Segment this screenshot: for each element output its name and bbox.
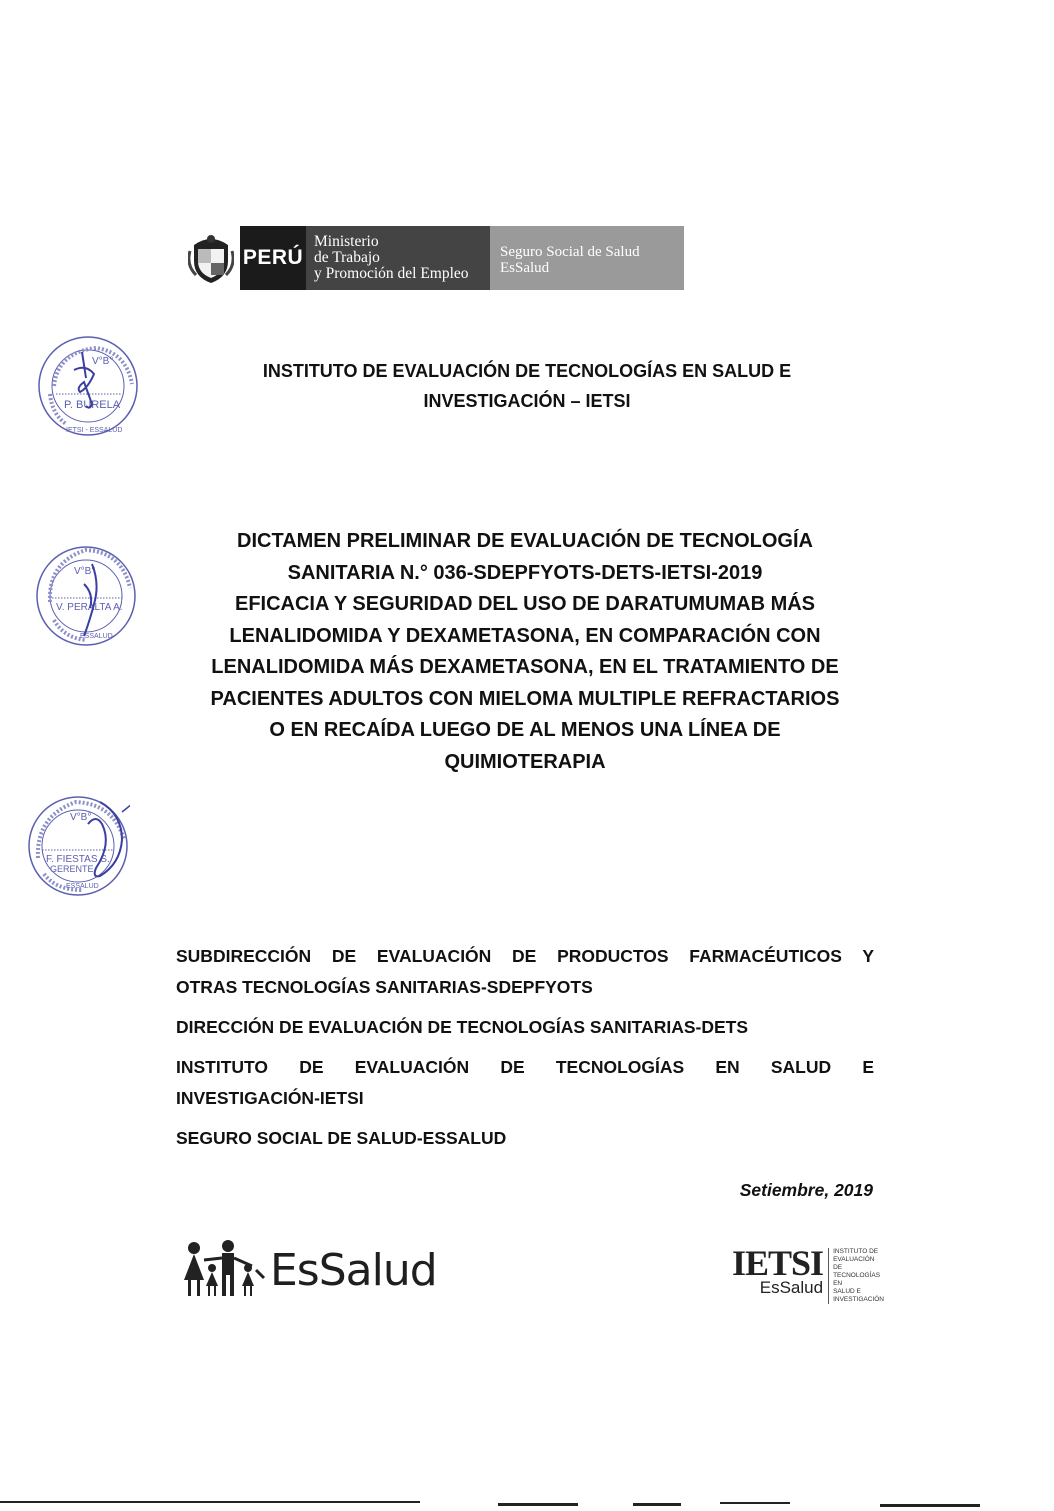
institute-heading: INSTITUTO DE EVALUACIÓN DE TECNOLOGÍAS EN SALUD E INVESTIGACIÓN – IETSI bbox=[262, 361, 792, 411]
svg-text:V°B°: V°B° bbox=[92, 356, 114, 367]
org-line: SEGURO SOCIAL DE SALUD-ESSALUD bbox=[176, 1128, 507, 1148]
svg-text:ESSALUD: ESSALUD bbox=[66, 883, 99, 890]
svg-text:V°B°: V°B° bbox=[74, 566, 96, 577]
ministry-label: Ministerio de Trabajo y Promoción del Empleo bbox=[306, 226, 490, 290]
ietsi-logo bbox=[732, 1243, 885, 1304]
ietsi-descriptor: INSTITUTO DE EVALUACIÓN DE TECNOLOGÍAS EN SALUD E INVESTIGACIÓN bbox=[828, 1248, 885, 1304]
approval-stamp-fiestas bbox=[26, 794, 130, 898]
document-date: Setiembre, 2019 bbox=[739, 1180, 873, 1200]
scan-edge-artifact bbox=[0, 1498, 1054, 1511]
org-line: OTRAS TECNOLOGÍAS SANITARIAS-SDEPFYOTS bbox=[176, 977, 593, 997]
svg-text:F. FIESTAS S.: F. FIESTAS S. bbox=[46, 854, 110, 865]
svg-text:V. PERALTA A.: V. PERALTA A. bbox=[56, 602, 123, 613]
peru-coat-of-arms-icon bbox=[182, 226, 240, 290]
svg-text:IETSI - ESSALUD: IETSI - ESSALUD bbox=[66, 427, 123, 434]
org-line: SUBDIRECCIÓN DE EVALUACIÓN DE PRODUCTOS FARMACÉUTICOS Y bbox=[176, 946, 874, 966]
svg-text:GERENTE: GERENTE bbox=[50, 864, 94, 874]
essalud-label: Seguro Social de Salud EsSalud bbox=[490, 226, 684, 290]
ietsi-sub-wordmark: EsSalud bbox=[759, 1278, 824, 1297]
approval-stamp-burela bbox=[36, 334, 140, 438]
family-figures-icon bbox=[182, 1240, 266, 1300]
organization-list bbox=[176, 941, 874, 1154]
svg-text:ESSALUD: ESSALUD bbox=[80, 633, 113, 640]
approval-stamp-peralta bbox=[34, 544, 138, 648]
essalud-logo bbox=[182, 1240, 437, 1300]
government-header bbox=[182, 226, 700, 290]
svg-text:V°B°: V°B° bbox=[70, 812, 92, 823]
org-line: INVESTIGACIÓN-IETSI bbox=[176, 1088, 364, 1108]
svg-text:P. BURELA: P. BURELA bbox=[64, 399, 121, 411]
org-line: INSTITUTO DE EVALUACIÓN DE TECNOLOGÍAS EN SALUD E bbox=[176, 1057, 874, 1077]
org-line: DIRECCIÓN DE EVALUACIÓN DE TECNOLOGÍAS SANITARIAS-DETS bbox=[176, 1017, 749, 1037]
ietsi-wordmark: IETSI bbox=[732, 1243, 824, 1283]
essalud-wordmark: EsSalud bbox=[270, 1244, 437, 1296]
document-title: DICTAMEN PRELIMINAR DE EVALUACIÓN DE TECNOLOGÍA SANITARIA N.° 036-SDEPFYOTS-DETS-IETSI-2019 EFICACIA Y SEGURIDAD DEL USO DE DARATUMUMAB MÁS LENALIDOMIDA Y DEXAMETASONA, EN COMPARACIÓN CON LENALIDOMIDA MÁS DEXAMETASONA, EN EL TRATAMIENTO DE PACIENTES ADULTOS CON MIELOMA MULTIPLE REFRACTARIOS O EN RECAÍDA LUEGO DE AL MENOS UNA LÍNEA DE QUIMIOTERAPIA bbox=[210, 530, 840, 773]
peru-label: PERÚ bbox=[240, 226, 306, 290]
